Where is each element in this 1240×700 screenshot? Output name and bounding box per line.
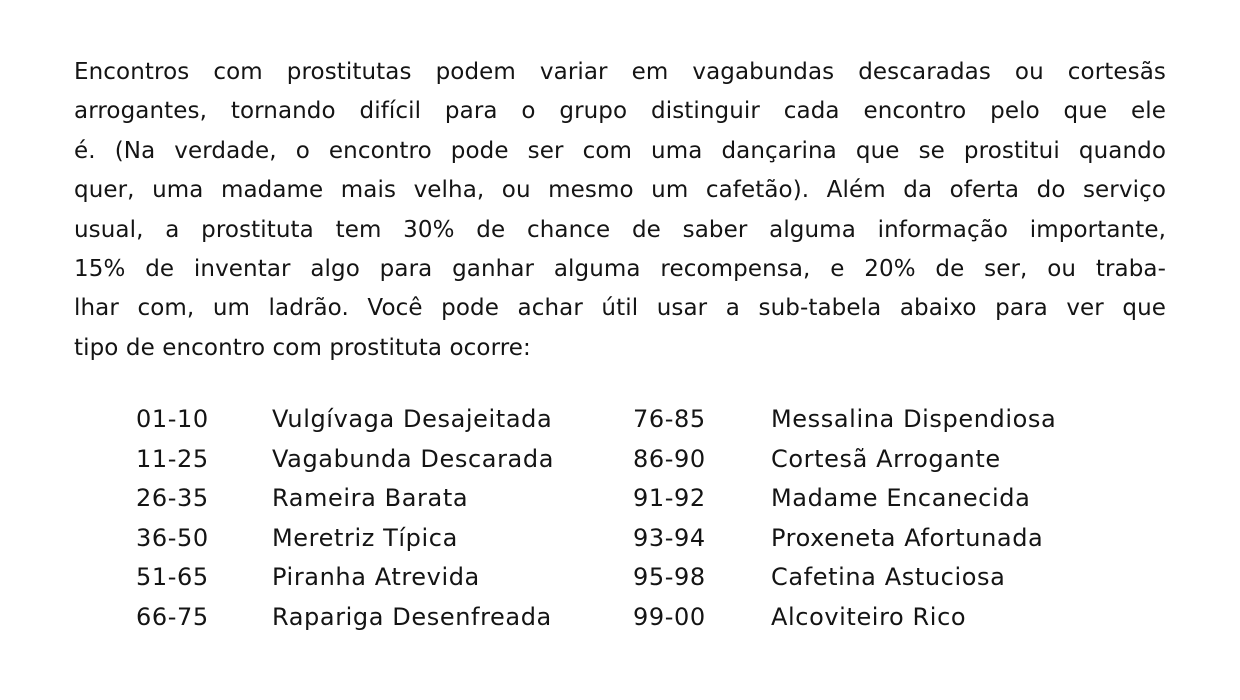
roll-range-cell: 99-00	[633, 602, 706, 631]
roll-range-cell: 66-75	[136, 602, 209, 631]
paragraph-line: usual, a prostituta tem 30% de chance de saber alguma informação importante,	[74, 216, 1166, 243]
table-row	[0, 400, 1240, 440]
encounter-name-cell: Messalina Dispendiosa	[771, 405, 1057, 433]
paragraph-line: quer, uma madame mais velha, ou mesmo um cafetão). Além da oferta do serviço	[74, 177, 1166, 204]
roll-range-cell: 76-85	[633, 405, 706, 433]
encounter-name-cell: Proxeneta Afortunada	[771, 523, 1044, 552]
roll-range-cell: 01-10	[136, 405, 209, 433]
encounter-name-cell: Rameira Barata	[272, 484, 469, 513]
roll-range-cell: 95-98	[633, 563, 706, 592]
table-row	[0, 440, 1240, 480]
intro-paragraph	[74, 53, 1166, 368]
paragraph-line: lhar com, um ladrão. Você pode achar útil usar a sub-tabela abaixo para ver que	[74, 295, 1166, 322]
paragraph-line: é. (Na verdade, o encontro pode ser com uma dançarina que se prostitui quando	[74, 137, 1166, 164]
table-row	[0, 519, 1240, 559]
paragraph-line: tipo de encontro com prostituta ocorre:	[74, 334, 531, 361]
table-row	[0, 479, 1240, 519]
encounter-name-cell: Rapariga Desenfreada	[272, 602, 552, 631]
paragraph-line: 15% de inventar algo para ganhar alguma recompensa, e 20% de ser, ou traba-	[74, 255, 1166, 282]
roll-range-cell: 91-92	[633, 484, 706, 513]
paragraph-line: arrogantes, tornando difícil para o grupo distinguir cada encontro pelo que ele	[74, 98, 1166, 125]
encounter-name-cell: Madame Encanecida	[771, 484, 1031, 513]
roll-range-cell: 93-94	[633, 523, 706, 552]
roll-range-cell: 86-90	[633, 444, 706, 473]
encounter-name-cell: Vagabunda Descarada	[272, 444, 554, 473]
paragraph-line: Encontros com prostitutas podem variar em vagabundas descaradas ou cortesãs	[74, 59, 1166, 85]
encounter-name-cell: Cafetina Astuciosa	[771, 563, 1006, 592]
table-row	[0, 558, 1240, 598]
roll-range-cell: 26-35	[136, 484, 209, 513]
roll-range-cell: 36-50	[136, 523, 209, 552]
encounter-name-cell: Cortesã Arrogante	[771, 444, 1001, 473]
roll-range-cell: 51-65	[136, 563, 209, 592]
encounter-name-cell: Meretriz Típica	[272, 523, 458, 552]
encounter-name-cell: Vulgívaga Desajeitada	[272, 405, 553, 433]
table-row	[0, 598, 1240, 638]
encounter-name-cell: Alcoviteiro Rico	[771, 602, 967, 631]
encounter-table	[0, 400, 1240, 638]
encounter-name-cell: Piranha Atrevida	[272, 563, 480, 592]
roll-range-cell: 11-25	[136, 444, 209, 473]
